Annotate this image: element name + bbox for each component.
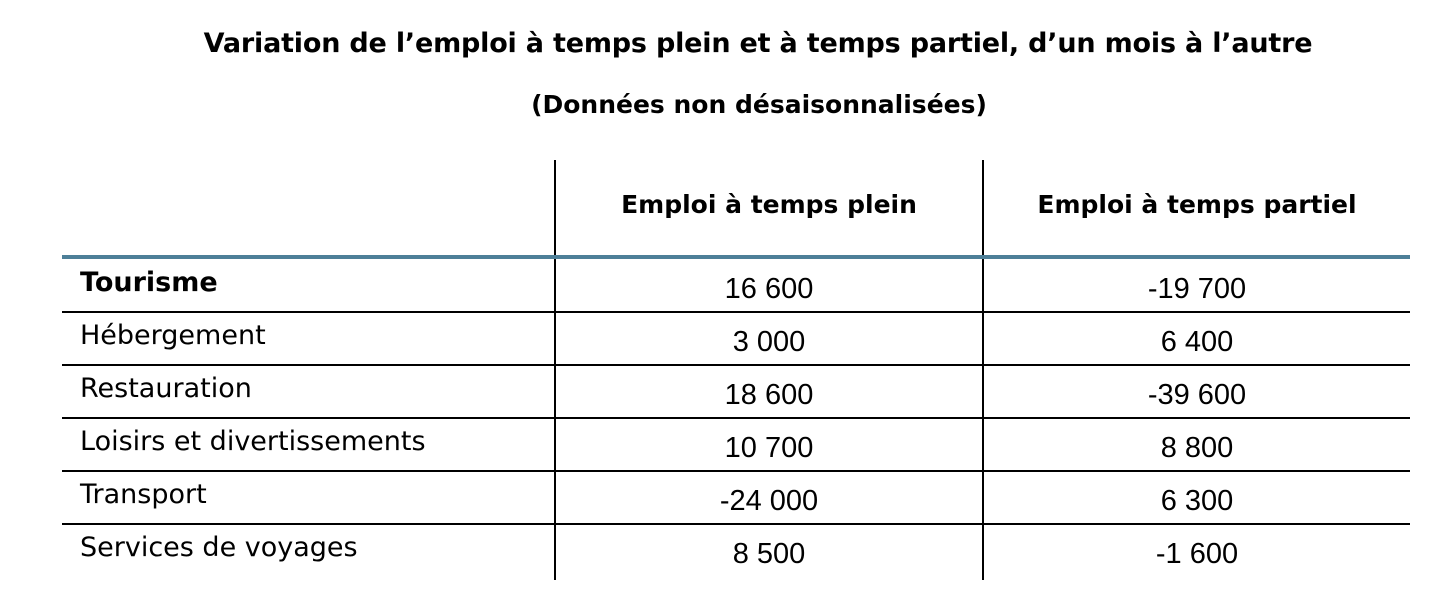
row-label: Services de voyages [80,532,358,563]
cell-part-time: 8 800 [1160,432,1234,464]
cell-full-time: 3 000 [732,326,806,358]
row-label: Loisirs et divertissements [80,426,426,457]
table-row [62,418,1410,470]
chart-subtitle: (Données non désaisonnalisées) [531,90,987,119]
table-row [62,259,1410,311]
row-label: Restauration [80,373,252,404]
cell-full-time: 18 600 [724,379,814,411]
cell-part-time: 6 400 [1160,326,1234,358]
column-header-full-time: Emploi à temps plein [621,190,917,219]
row-label: Transport [80,479,207,510]
table-row [62,471,1410,523]
cell-full-time: 8 500 [732,538,806,570]
table-row [62,524,1410,576]
cell-full-time: 10 700 [724,432,814,464]
cell-full-time: -24 000 [719,485,819,517]
row-label: Hébergement [80,320,266,351]
cell-part-time: 6 300 [1160,485,1234,517]
column-header-part-time: Emploi à temps partiel [1037,190,1357,219]
cell-part-time: -39 600 [1147,379,1247,411]
row-label: Tourisme [80,267,218,298]
table-row [62,312,1410,364]
chart-title: Variation de l’emploi à temps plein et à temps partiel, d’un mois à l’autre [203,28,1313,59]
table-row [62,365,1410,417]
cell-full-time: 16 600 [724,273,814,305]
cell-part-time: -1 600 [1155,538,1239,570]
data-table [62,160,1410,580]
cell-part-time: -19 700 [1147,273,1247,305]
